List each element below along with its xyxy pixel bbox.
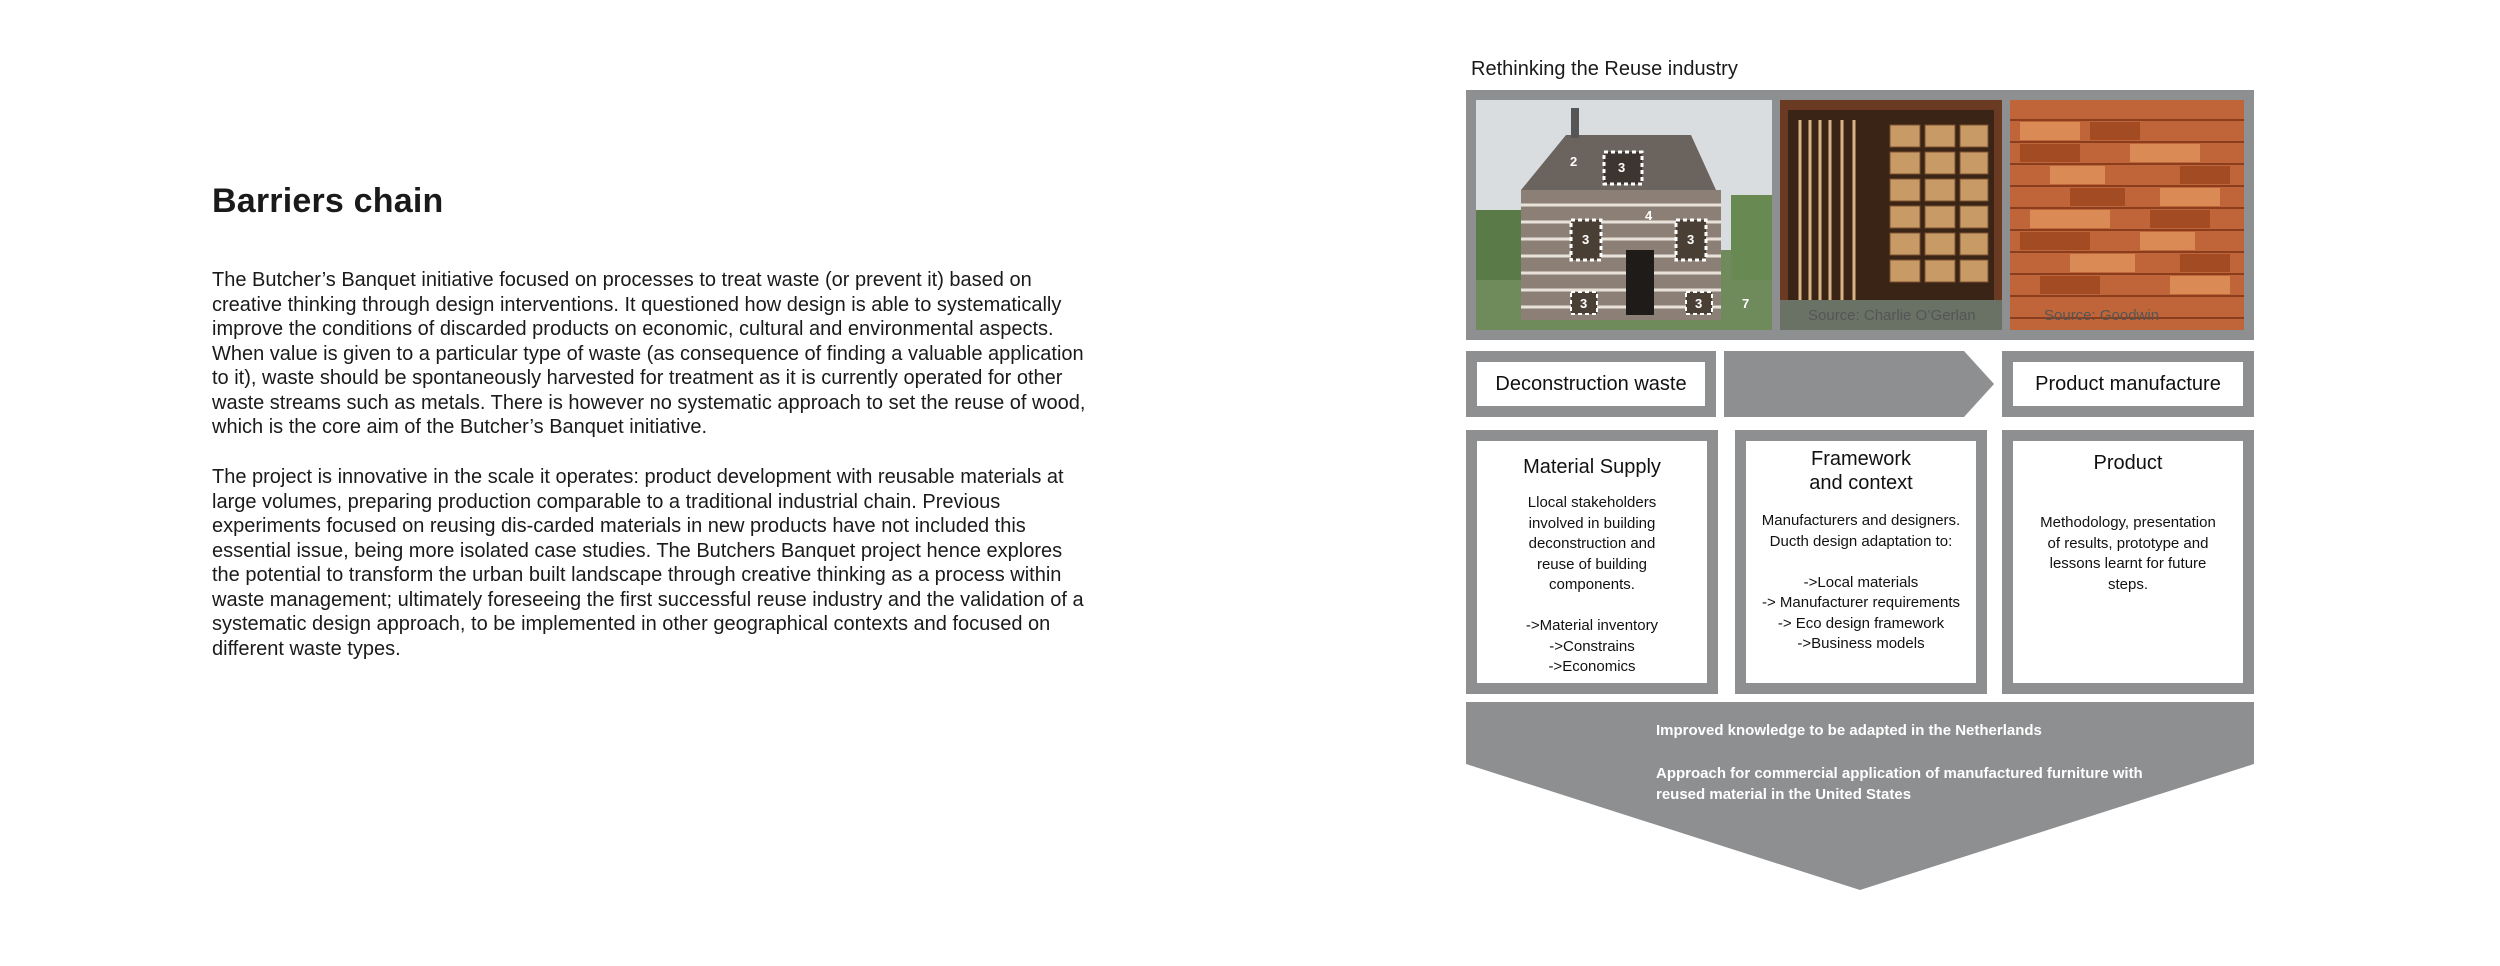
house-label: 4 <box>1645 208 1653 223</box>
page-heading: Barriers chain <box>212 182 444 220</box>
house-label: 3 <box>1582 232 1590 247</box>
column-body: Methodology, presentation of results, prototype and lessons learnt for future steps. <box>2040 514 2216 593</box>
column-title: Framework and context <box>1809 448 1913 494</box>
stage-deconstruction-waste <box>1466 351 1716 417</box>
process-arrow-icon <box>1724 351 1994 417</box>
house-label: 3 <box>1695 296 1703 311</box>
photo-strip <box>1466 90 2254 340</box>
column-product <box>2002 430 2254 694</box>
house-label: 3 <box>1618 160 1626 175</box>
stage-label: Product manufacture <box>2035 372 2221 395</box>
photo-wooden-house <box>1476 100 1772 330</box>
photo-source-2: Source: Charlie O’Gerlan <box>1808 307 1976 324</box>
paragraph-2: The project is innovative in the scale it operates: product development with reusable materials at large volumes, preparing production comparable to a traditional industrial chain. Previous experiments focused on reusing dis-carded materials in new products have not included this essential issue, being more isolated case studies. The Butchers Banquet project hence explores the potential to transform the urban built landscape through creative thinking as a process within waste management; ultimately foreseeing the first successful reuse industry and the validation of a systematic design approach, to be implemented in other geographical contexts and focused on different waste types. <box>212 466 1084 660</box>
house-label: 2 <box>1570 154 1578 169</box>
photo-wood-container <box>1780 100 2002 330</box>
outcome-line-1: Improved knowledge to be adapted in the Netherlands <box>1656 722 2042 739</box>
outcome-line-2: Approach for commercial application of manufactured furniture with reused material in the United States <box>1656 765 2143 803</box>
column-body: Llocal stakeholders involved in building deconstruction and reuse of building components. ->Material inventory ->Constrains ->Economics <box>1525 494 1659 675</box>
photo-source-3: Source: Goodwin <box>2044 307 2160 324</box>
house-label: 7 <box>1742 296 1750 311</box>
column-body: Manufacturers and designers. Ducth design adaptation to: ->Local materials -> Manufacturer requirements -> Eco design framework ->Business models <box>1761 512 1961 652</box>
stage-label: Deconstruction waste <box>1495 372 1687 395</box>
house-label: 3 <box>1687 232 1695 247</box>
paragraph-1: The Butcher’s Banquet initiative focused on processes to treat waste (or prevent it) based on creative thinking through design interventions. It questioned how design is able to systematically improve the conditions of discarded products on economic, cultural and environmental aspects. When value is given to a particular type of waste (as consequence of finding a valuable application to it), waste should be spontaneously harvested for treatment as it is currently operated for other waste streams such as metals. There is however no systematic approach to set the reuse of wood, which is the core aim of the Butcher’s Banquet initiative. <box>212 269 1086 438</box>
photo-wood-panel <box>2010 100 2244 330</box>
stage-product-manufacture <box>2002 351 2254 417</box>
figure-title: Rethinking the Reuse industry <box>1471 58 1738 80</box>
column-title: Material Supply <box>1523 456 1661 478</box>
column-title: Product <box>2093 452 2163 474</box>
column-material-supply <box>1466 430 1718 694</box>
column-framework-context <box>1735 430 1987 694</box>
house-label: 3 <box>1580 296 1588 311</box>
